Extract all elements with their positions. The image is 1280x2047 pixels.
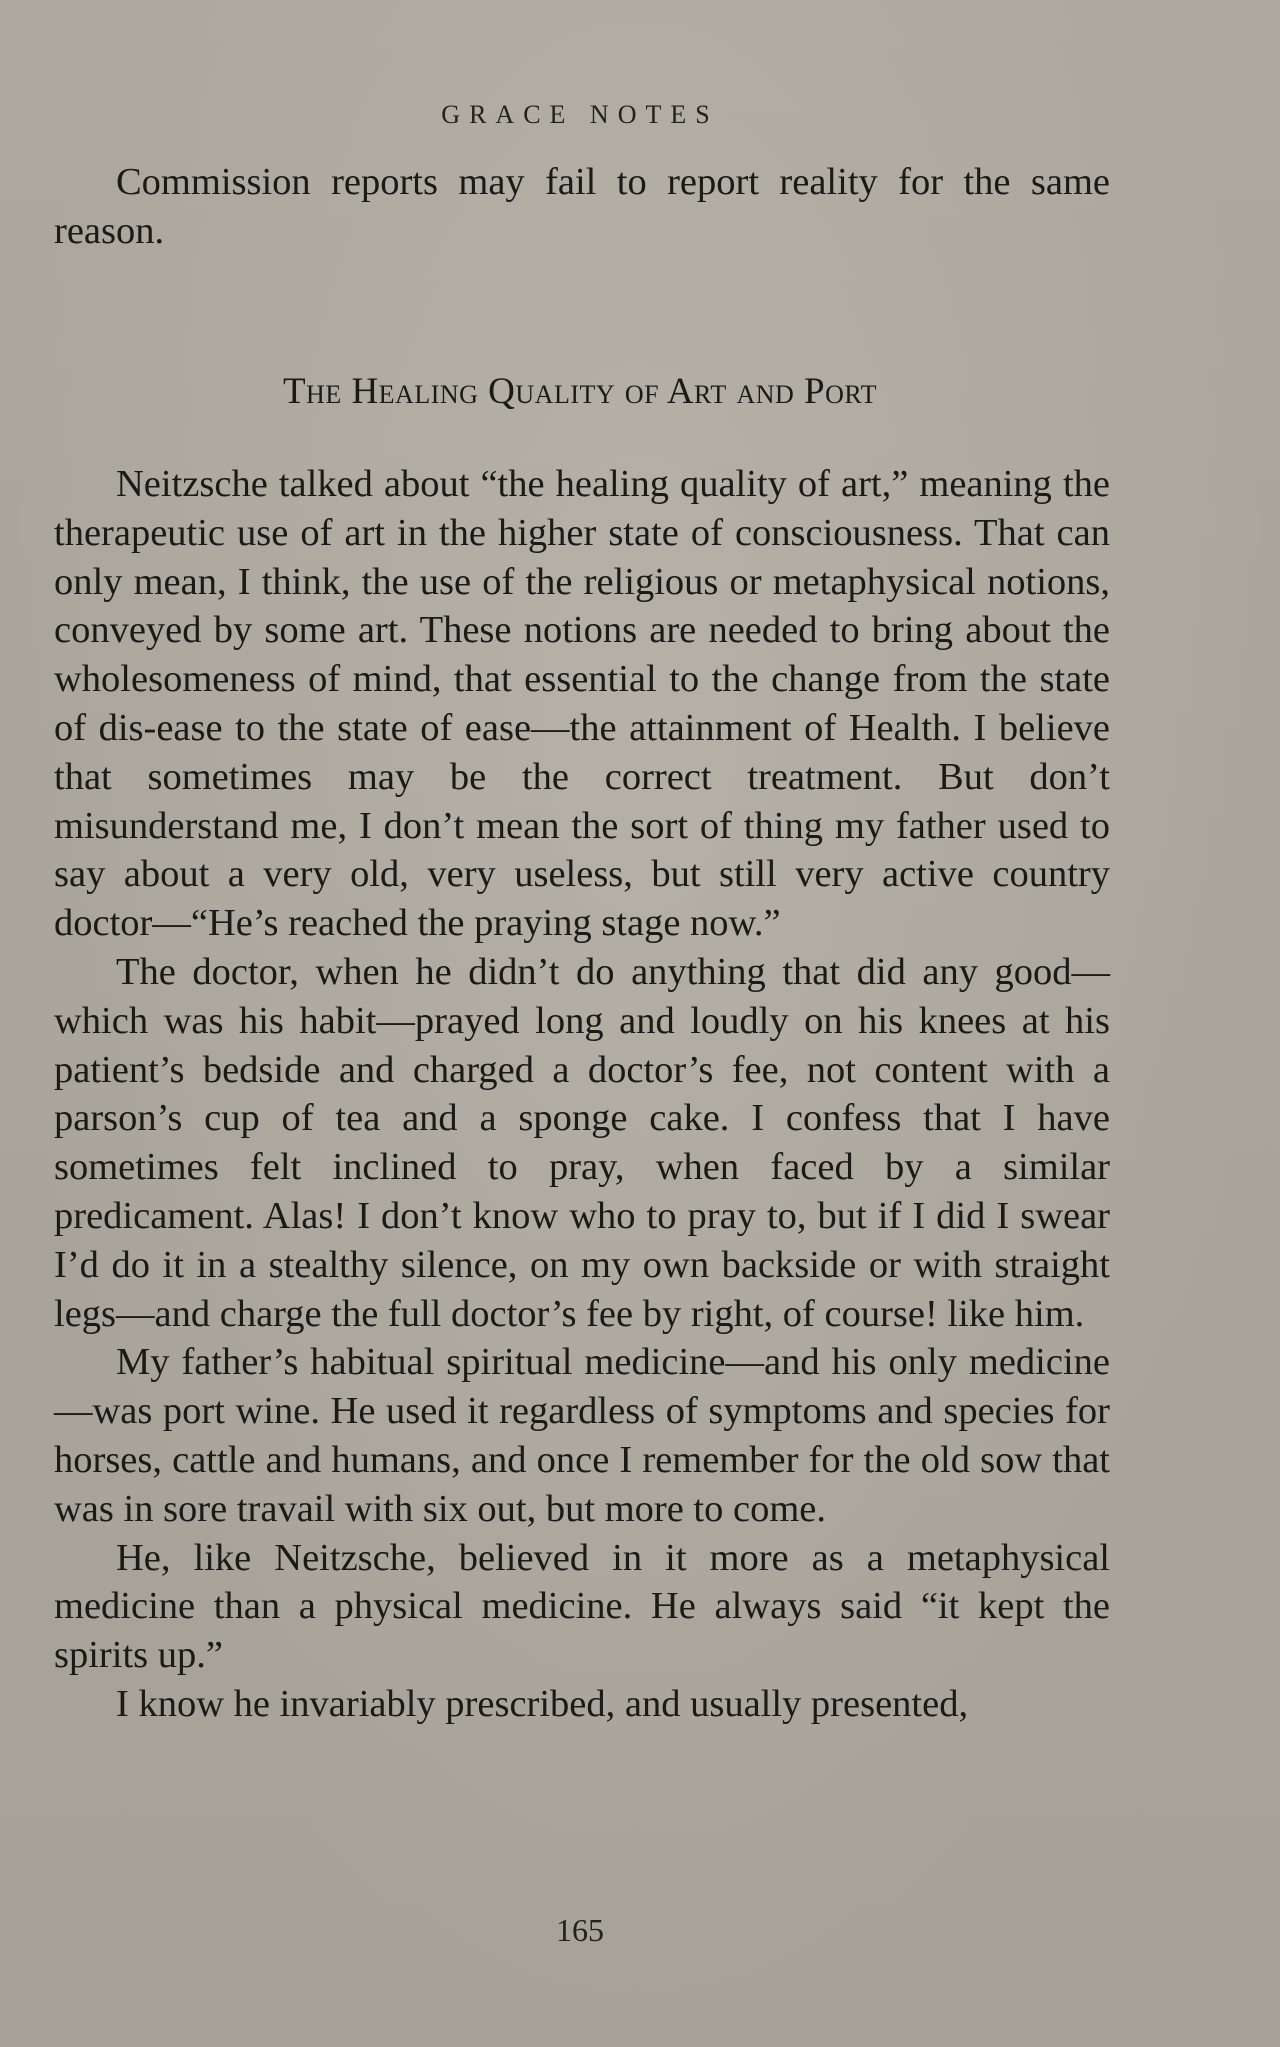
opening-text (54, 158, 1110, 256)
section-body (54, 460, 1110, 1729)
section-title: The Healing Quality of Art and Port (282, 371, 878, 412)
paragraph-4: He, like Neitzsche, believed in it more as a metaphysical medicine than a physical medicine. He always said “it kept the spirits up.” (54, 1536, 1110, 1677)
paragraph-5: I know he invariably prescribed, and usually presented, (116, 1682, 969, 1725)
running-head: GRACE NOTES (441, 100, 719, 129)
page-number: 165 (556, 1912, 604, 1948)
paragraph-1: Neitzsche talked about “the healing quality of art,” meaning the therapeutic use of art in the higher state of consciousness. That can only mean, I think, the use of the religious or metaphysical notions, conveyed by some art. These notions are needed to bring about the wholesomeness of mind, that essential to the change from the state of dis-ease to the state of ease—the attainment of Health. I believe that sometimes may be the correct treatment. But don’t misunderstand me, I don’t mean the sort of thing my father used to say about a very old, very useless, but still very active country doctor—“He’s reached the praying stage now.” (54, 463, 1110, 945)
opening-paragraph: Commission reports may fail to report reality for the same reason. (54, 161, 1110, 252)
paragraph-2: The doctor, when he didn’t do anything that did any good—which was his habit—prayed long and loudly on his knees at his patient’s bedside and charged a doctor’s fee, not content with a parson’s cup of tea and a sponge cake. I confess that I have sometimes felt inclined to pray, when faced by a similar predicament. Alas! I don’t know who to pray to, but if I did I swear I’d do it in a stealthy silence, on my own backside or with straight legs—and charge the full doctor’s fee by right, of course! like him. (54, 950, 1110, 1335)
paragraph-3: My father’s habitual spiritual medicine—and his only medicine—was port wine. He used it regardless of symptoms and species for horses, cattle and humans, and once I remember for the old sow that was in sore travail with six out, but more to come. (54, 1341, 1110, 1530)
